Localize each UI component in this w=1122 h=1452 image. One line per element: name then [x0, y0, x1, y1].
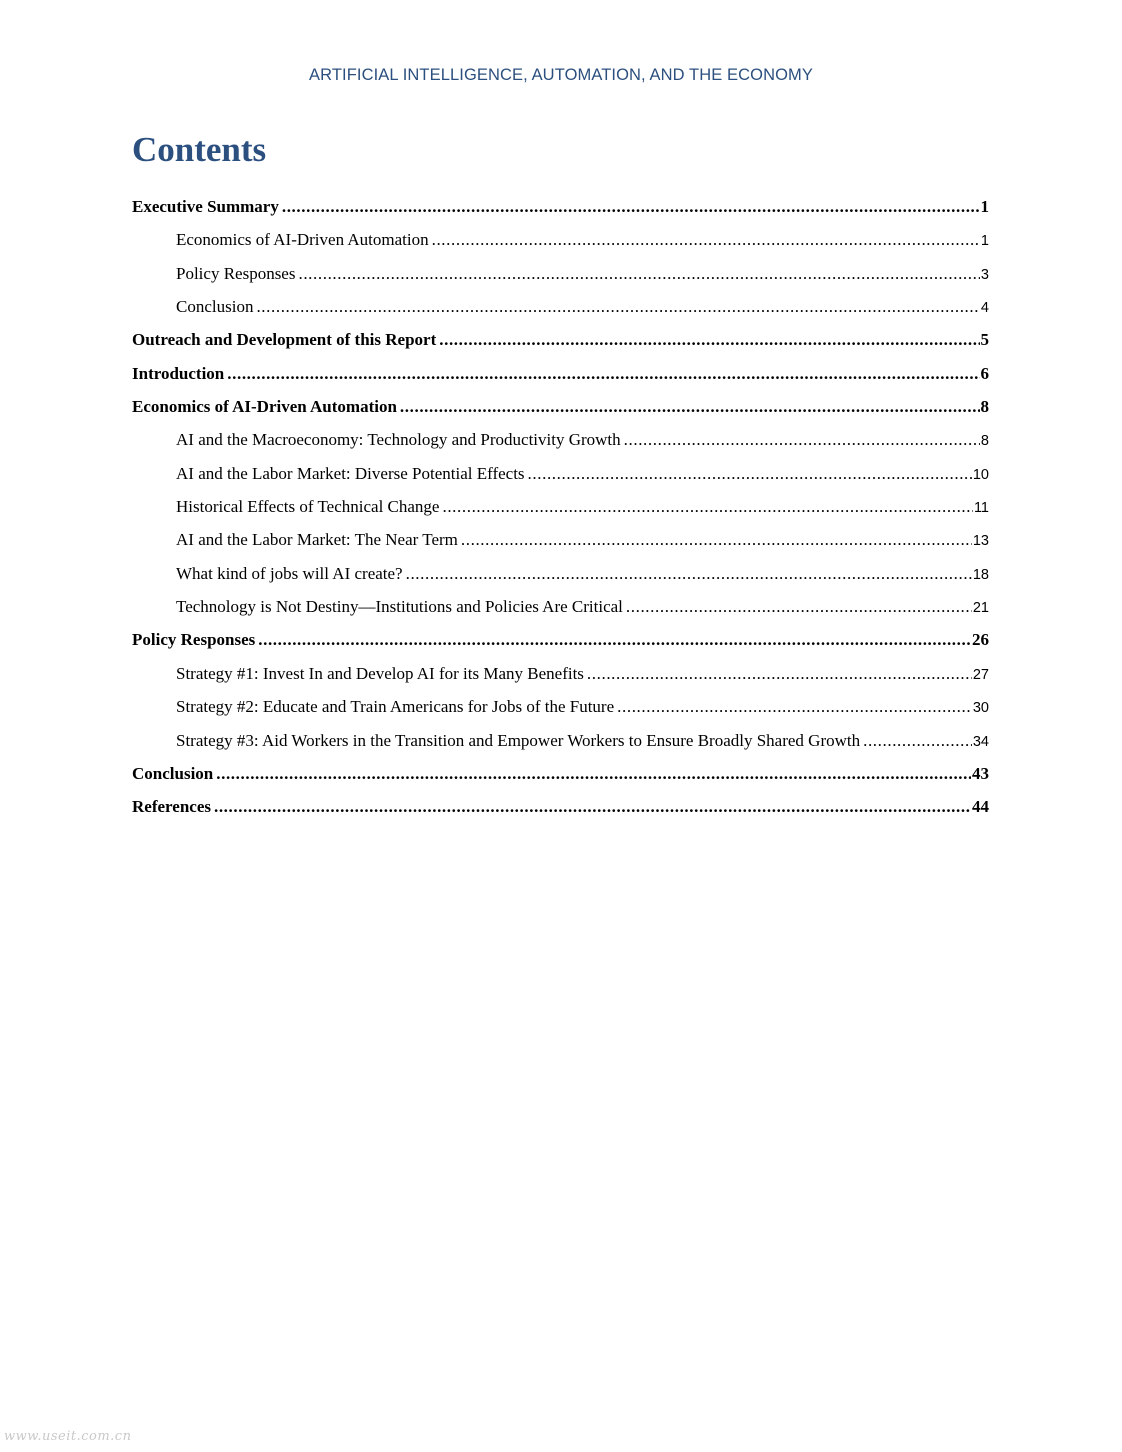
toc-entry-ai-and-the-macroeconomy[interactable] [132, 423, 989, 456]
toc-entry-title: Historical Effects of Technical Change [176, 497, 440, 517]
toc-page-number: 13 [972, 533, 989, 550]
running-header: ARTIFICIAL INTELLIGENCE, AUTOMATION, AND THE ECONOMY [309, 66, 813, 84]
toc-page-number: 30 [972, 700, 989, 717]
dot-leader [256, 290, 979, 323]
toc-page-number: 4 [980, 300, 989, 317]
dot-leader [439, 323, 979, 356]
toc-entry-title: Policy Responses [132, 630, 256, 650]
toc-entry-title: Policy Responses [176, 263, 296, 283]
toc-entry-title: What kind of jobs will AI create? [176, 563, 403, 583]
toc-entry-economics-of-ai-driven-automation-summary[interactable] [132, 223, 989, 256]
toc-page-number: 43 [972, 763, 989, 783]
toc-entry-title: Conclusion [176, 297, 254, 317]
toc-page-number: 1 [980, 233, 989, 250]
dot-leader [528, 457, 972, 490]
toc-entry-title: Strategy #1: Invest In and Develop AI for its Many Benefits [176, 663, 584, 683]
dot-leader [216, 757, 971, 790]
toc-entry-economics-of-ai-driven-automation[interactable] [132, 390, 989, 423]
toc-entry-strategy-2[interactable] [132, 690, 989, 723]
toc-entry-strategy-1[interactable] [132, 657, 989, 690]
dot-leader [461, 523, 972, 556]
toc-entry-introduction[interactable] [132, 357, 989, 390]
toc-entry-title: Outreach and Development of this Report [132, 330, 437, 350]
toc-page-number: 26 [972, 630, 989, 650]
dot-leader [626, 590, 972, 623]
site-watermark: www.useit.com.cn [4, 1429, 132, 1444]
dot-leader [258, 623, 971, 656]
toc-entry-historical-effects-of-technical-change[interactable] [132, 490, 989, 523]
toc-entry-what-kind-of-jobs[interactable] [132, 557, 989, 590]
toc-page-number: 3 [980, 266, 989, 283]
toc-entry-title: Conclusion [132, 763, 214, 783]
toc-entry-technology-is-not-destiny[interactable] [132, 590, 989, 623]
toc-page-number: 34 [972, 733, 989, 750]
dot-leader [863, 724, 972, 757]
toc-entry-references[interactable] [132, 790, 989, 823]
toc-entry-ai-and-the-labor-market-near-term[interactable] [132, 523, 989, 556]
page-title: Contents [132, 130, 267, 169]
toc-entry-title: AI and the Macroeconomy: Technology and Productivity Growth [176, 430, 621, 450]
toc-entry-title: References [132, 797, 211, 817]
toc-entry-title: Executive Summary [132, 197, 279, 216]
toc-entry-title: Strategy #3: Aid Workers in the Transition and Empower Workers to Ensure Broadly Shared Growth [176, 730, 861, 750]
dot-leader [406, 557, 972, 590]
toc-page-number: 8 [980, 433, 989, 450]
dot-leader [624, 423, 980, 456]
dot-leader [442, 490, 972, 523]
toc-page-number: 11 [973, 500, 989, 517]
dot-leader [214, 790, 971, 823]
toc-page-number: 10 [972, 466, 989, 483]
toc-entry-ai-and-the-labor-market-diverse-effects[interactable] [132, 457, 989, 490]
toc-page-number: 6 [980, 363, 989, 383]
toc-entry-outreach-and-development[interactable] [132, 323, 989, 356]
table-of-contents [132, 190, 989, 824]
toc-entry-executive-summary[interactable] [132, 190, 989, 223]
dot-leader [298, 257, 979, 290]
toc-page-number: 8 [980, 397, 989, 417]
toc-entry-conclusion[interactable] [132, 757, 989, 790]
dot-leader [227, 357, 979, 390]
toc-page-number: 1 [980, 197, 989, 216]
toc-entry-title: Economics of AI-Driven Automation [176, 230, 429, 250]
dot-leader [282, 190, 980, 223]
toc-page-number: 5 [980, 330, 989, 350]
dot-leader [432, 223, 980, 256]
toc-page-number: 21 [972, 600, 989, 617]
toc-entry-policy-responses-summary[interactable] [132, 257, 989, 290]
dot-leader [617, 690, 972, 723]
toc-entry-title: Introduction [132, 363, 225, 383]
toc-entry-title: Technology is Not Destiny—Institutions and Policies Are Critical [176, 597, 623, 617]
dot-leader [400, 390, 980, 423]
toc-entry-title: AI and the Labor Market: Diverse Potential Effects [176, 463, 525, 483]
toc-page-number: 27 [972, 666, 989, 683]
toc-page-number: 44 [972, 797, 989, 817]
toc-entry-title: Strategy #2: Educate and Train Americans for Jobs of the Future [176, 697, 615, 717]
toc-entry-policy-responses[interactable] [132, 623, 989, 656]
toc-entry-title: Economics of AI-Driven Automation [132, 397, 397, 417]
dot-leader [587, 657, 972, 690]
toc-entry-strategy-3[interactable] [132, 724, 989, 757]
toc-entry-title: AI and the Labor Market: The Near Term [176, 530, 458, 550]
toc-page-number: 18 [972, 566, 989, 583]
toc-entry-conclusion-summary[interactable] [132, 290, 989, 323]
